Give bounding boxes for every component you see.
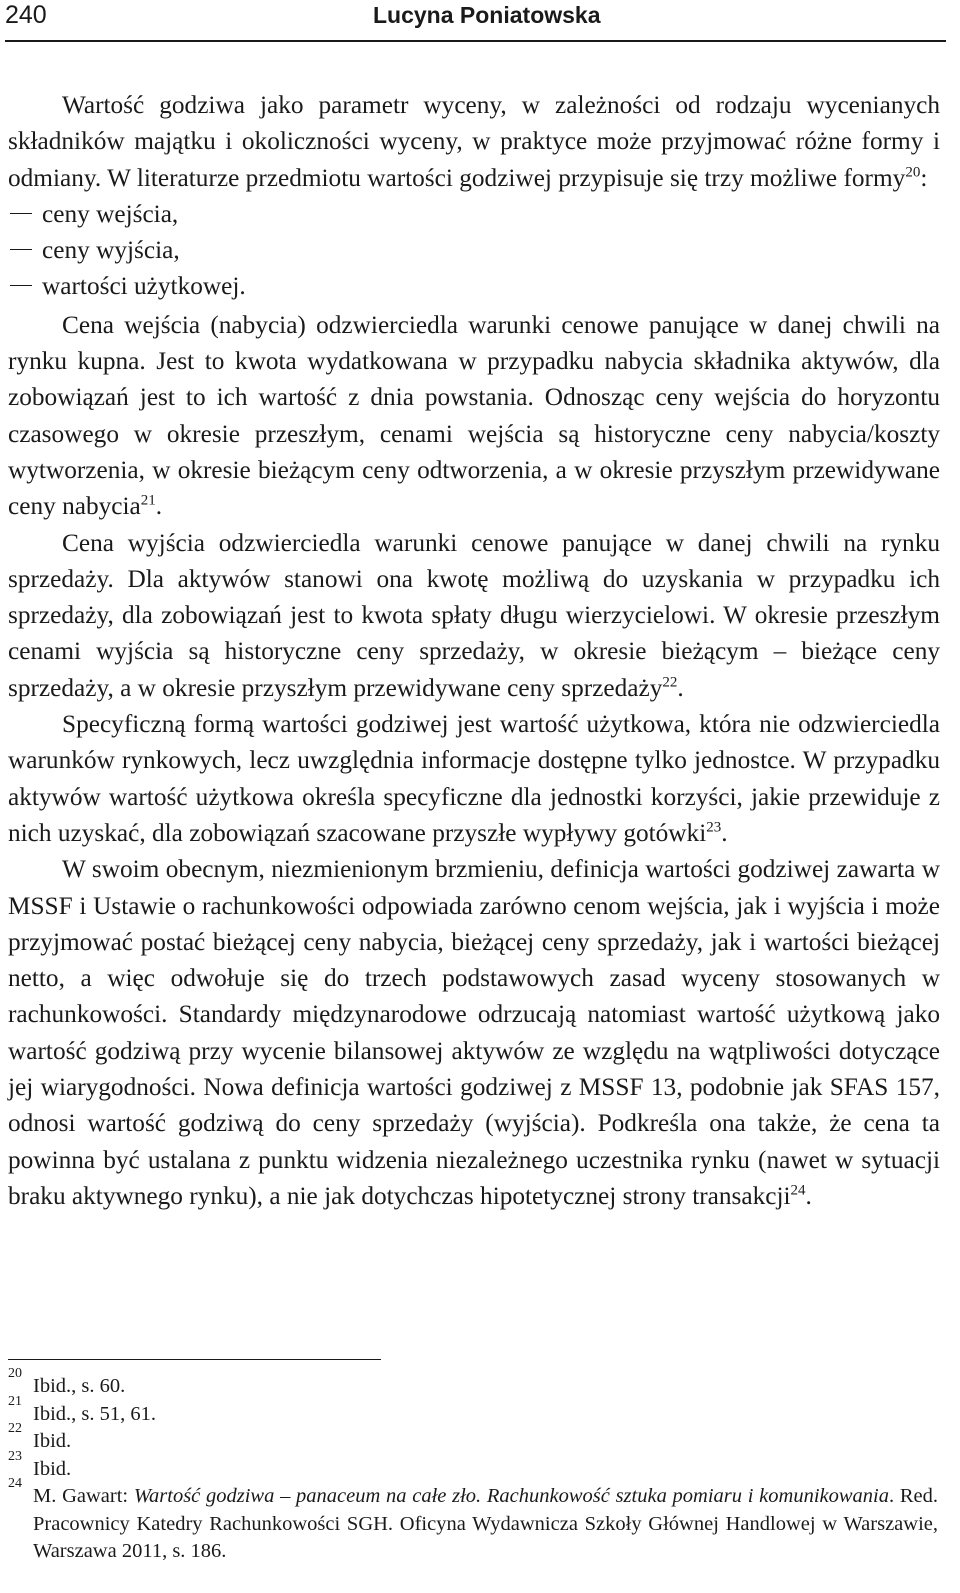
paragraph-text: Cena wyjścia odzwierciedla warunki cenowe panujące w danej chwili na rynku sprzedaży. Dla aktywów stanowi ona kwotę możliwą do uzyskania w przypadku ich sprzedaży, dla zobowiązań jest to kwota spłaty długu wierzycielowi. W okresie przeszłym cenami wyjścia są historyczne ceny sprzedaży, w okresie bieżącym – bieżące ceny sprzedaży, a w okresie przyszłym przewidywane ceny sprzedaży [8, 528, 940, 702]
footnote-item [8, 1421, 938, 1456]
footnote-text: . Red. Pracownicy Katedry Rachunkowości SGH. Oficyna Wydawnicza Szkoły Głównej Handlowej w Warszawie, Warszawa 2011, s. 186. [33, 1485, 938, 1562]
punctuation: . [721, 818, 728, 847]
paragraph-text: Odnosząc ceny wejścia do horyzontu czasowego w okresie przeszłym, cenami wejścia są historyczne ceny nabycia/koszty wytworzenia, w okresie bieżącym ceny odtworzenia, a w okresie przyszłym przewidywane ceny nabycia [8, 383, 940, 521]
punctuation: : [920, 163, 928, 192]
list-item-text: ceny wejścia, [42, 199, 179, 228]
dash-bullet-icon [10, 249, 32, 250]
list-item [8, 268, 940, 304]
paragraph-text: Specyficzną formą wartości godziwej jest wartość użytkowa, która nie odzwierciedla warunków rynkowych, lecz uwzględnia informacje dostępne tylko jednostce. W przypadku aktywów wartość użytkowa określa specyficzne dla jednostki korzyści, jakie przewiduje z nich uzyskać, dla zobowiązań szacowane przyszłe wypływy gotówki [8, 710, 940, 847]
footnote-number: 23 [8, 1448, 22, 1464]
footnote-item [8, 1476, 938, 1566]
footnote-ref: 22 [662, 674, 678, 691]
footnote-number: 24 [8, 1476, 22, 1491]
footnote-separator [8, 1359, 381, 1360]
footnote-item [8, 1448, 938, 1484]
dash-bullet-icon [10, 285, 32, 286]
footnote-number: 21 [8, 1393, 22, 1409]
paragraph-text: W swoim obecnym, niezmienionym brzmieniu, definicja wartości godziwej zawarta w MSSF i Ustawie o rachunkowości odpowiada zarówno cenom wejścia, jak i wyjścia i może przyjmować postać bieżącej ceny nabycia, bieżącej ceny sprzedaży, jak i wartości bieżącej netto, a więc odwołuje się do trzech podstawowych zasad wyceny stosowanych w rachunkowości. Standardy międzynarodowe odrzucają natomiast wartość użytkową jako wartość godziwą przy wycenie bilansowej aktywów ze względu na wątpliwości dotyczące jej wiarygodności. Nowa definicja wartości godziwej z MSSF 13, podobnie jak SFAS 157, odnosi wartość godziwą do ceny sprzedaży (wyjścia). Podkreśla ona także, że cena ta powinna być ustalana z punktu widzenia niezależnego uczestnika rynku (nawet w sytuacji braku aktywnego rynku), a nie jak dotychczas hipotetycznej strony transakcji [8, 855, 940, 1210]
paragraph-entry-price [8, 307, 940, 525]
page-number: 240 [5, 1, 47, 29]
footnote-item [8, 1393, 938, 1429]
punctuation: . [155, 492, 163, 521]
paragraph-text: Cena wejścia (nabycia) odzwierciedla warunki cenowe panujące w danej chwili na rynku kupna. [8, 310, 940, 376]
footnote-text: Ibid. [33, 1457, 72, 1480]
footnote-ref: 20 [905, 164, 921, 181]
list-item [8, 232, 940, 268]
footnote-text: Ibid., s. 60. [33, 1375, 126, 1397]
list-item-text: wartości użytkowej. [42, 272, 246, 301]
punctuation: . [805, 1181, 812, 1210]
footnotes [8, 1366, 938, 1566]
paragraph-exit-price [8, 525, 940, 706]
footnote-text: Ibid., s. 51, 61. [33, 1402, 156, 1425]
footnote-ref: 24 [790, 1182, 806, 1199]
footnote-text: Ibid. [33, 1430, 72, 1452]
forms-list [8, 196, 940, 305]
list-item [8, 196, 940, 232]
paragraph-text: Jest to kwota wydatkowana w przypadku nabycia składnika aktywów, dla zobowiązań jest to ich wartość z dnia powstania. [8, 347, 940, 412]
paragraph-value-in-use [8, 706, 940, 851]
footnote-title: Wartość godziwa – panaceum na całe zło. Rachunkowość sztuka pomiaru i komunikowania [133, 1485, 889, 1507]
footnote-ref: 21 [140, 492, 156, 509]
footnote-number: 22 [8, 1421, 22, 1436]
footnote-item [8, 1366, 938, 1401]
punctuation: . [677, 673, 684, 702]
footnote-ref: 23 [706, 819, 722, 836]
paragraph-text: Wartość godziwa jako parametr wyceny, w zależności od rodzaju wycenianych składników majątku i okoliczności wyceny, w praktyce może przyjmować różne formy i odmiany. W literaturze przedmiotu wartości godziwej przypisuje się trzy możliwe formy [8, 91, 940, 192]
paragraph-current-definition [8, 851, 940, 1214]
footnote-author: M. Gawart: [33, 1485, 134, 1507]
footnote-number: 20 [8, 1366, 22, 1381]
paragraph-forms-intro [8, 87, 940, 196]
body-text [8, 87, 940, 1214]
running-header [5, 0, 946, 42]
dash-bullet-icon [10, 213, 32, 214]
running-header-author: Lucyna Poniatowska [373, 2, 601, 28]
list-item-text: ceny wyjścia, [42, 236, 180, 265]
